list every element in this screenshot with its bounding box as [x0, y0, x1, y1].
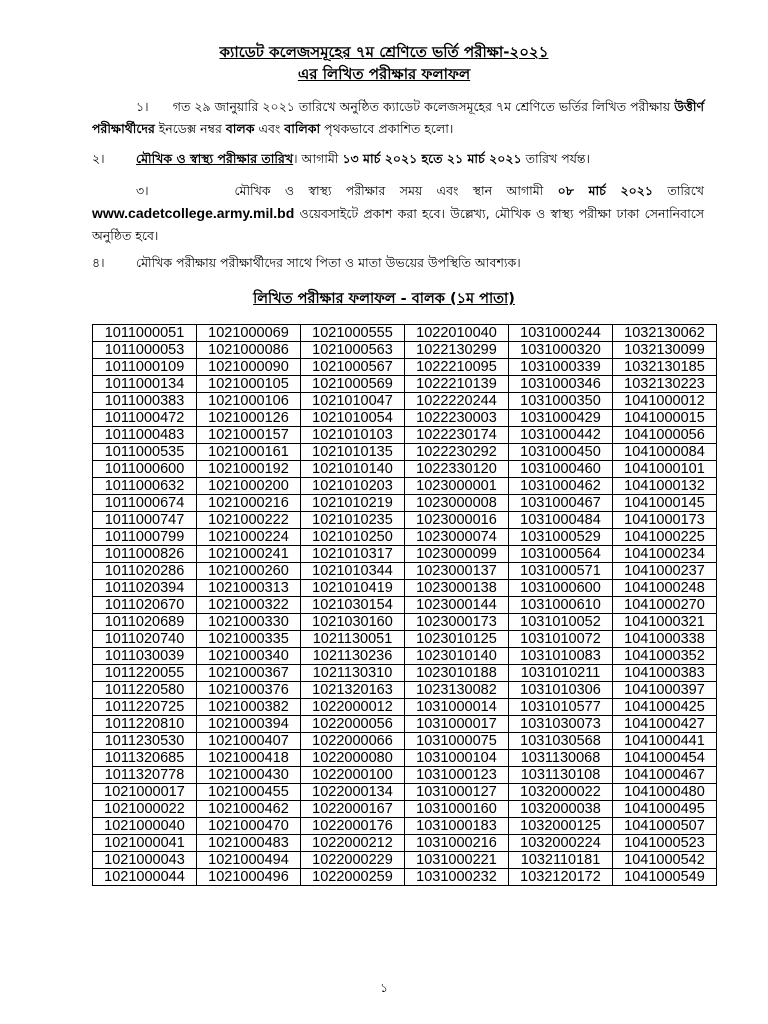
table-cell: 1021000222	[197, 512, 301, 529]
table-cell: 1022000259	[301, 869, 405, 886]
table-row	[93, 852, 717, 869]
table-cell: 1032130223	[613, 376, 717, 393]
table-cell: 1011000109	[93, 359, 197, 376]
table-cell: 1031000564	[509, 546, 613, 563]
table-cell: 1031000600	[509, 580, 613, 597]
table-cell: 1021000340	[197, 648, 301, 665]
table-cell: 1021000241	[197, 546, 301, 563]
table-cell: 1021000086	[197, 342, 301, 359]
table-cell: 1022000012	[301, 699, 405, 716]
table-cell: 1032130062	[613, 325, 717, 342]
table-cell: 1031000123	[405, 767, 509, 784]
table-cell: 1031000160	[405, 801, 509, 818]
table-row	[93, 410, 717, 427]
table-cell: 1021000376	[197, 682, 301, 699]
table-cell: 1021030160	[301, 614, 405, 631]
table-cell: 1031000244	[509, 325, 613, 342]
table-cell: 1031030073	[509, 716, 613, 733]
table-cell: 1021000106	[197, 393, 301, 410]
table-cell: 1032120172	[509, 869, 613, 886]
table-cell: 1021010140	[301, 461, 405, 478]
table-cell: 1011000472	[93, 410, 197, 427]
table-cell: 1021000407	[197, 733, 301, 750]
notice-emphasis: মৌখিক ও স্বাস্থ্য পরীক্ষার তারিখ	[136, 151, 294, 166]
table-row	[93, 750, 717, 767]
table-cell: 1023000074	[405, 529, 509, 546]
table-cell: 1031000484	[509, 512, 613, 529]
notice-text-part: গত ২৯ জানুয়ারি ২০২১ তারিখে অনুষ্ঠিত ক্যাডেট কলেজসমূহের ৭ম শ্রেণিতে ভর্তির লিখিত পরীক্ষায়	[172, 99, 675, 114]
table-cell: 1023010188	[405, 665, 509, 682]
table-cell: 1041000467	[613, 767, 717, 784]
table-cell: 1031000339	[509, 359, 613, 376]
notice-text-part: ওয়েবসাইটে প্রকাশ করা হবে। উল্লেখ্য, মৌখিক ও স্বাস্থ্য পরীক্ষা ঢাকা সেনানিবাসে অনুষ্ঠিত হবে।	[92, 206, 704, 243]
table-cell: 1021010235	[301, 512, 405, 529]
table-cell: 1021000192	[197, 461, 301, 478]
table-row	[93, 393, 717, 410]
table-cell: 1021000330	[197, 614, 301, 631]
table-cell: 1021000260	[197, 563, 301, 580]
table-cell: 1022010040	[405, 325, 509, 342]
table-cell: 1011320685	[93, 750, 197, 767]
table-cell: 1021000470	[197, 818, 301, 835]
table-cell: 1023000137	[405, 563, 509, 580]
table-cell: 1032110181	[509, 852, 613, 869]
table-cell: 1031000467	[509, 495, 613, 512]
table-cell: 1023010140	[405, 648, 509, 665]
table-cell: 1032000038	[509, 801, 613, 818]
notice-text-part: এবং	[254, 121, 285, 136]
results-table	[92, 324, 717, 886]
table-row	[93, 648, 717, 665]
table-cell: 1021000224	[197, 529, 301, 546]
table-cell: 1023000008	[405, 495, 509, 512]
table-cell: 1022000229	[301, 852, 405, 869]
table-cell: 1022000066	[301, 733, 405, 750]
table-row	[93, 563, 717, 580]
table-row	[93, 869, 717, 886]
table-cell: 1011000826	[93, 546, 197, 563]
table-cell: 1021010344	[301, 563, 405, 580]
table-cell: 1031000221	[405, 852, 509, 869]
table-cell: 1022210095	[405, 359, 509, 376]
table-cell: 1022230003	[405, 410, 509, 427]
notice-text: মৌখিক পরীক্ষায় পরীক্ষার্থীদের সাথে পিতা ও মাতা উভয়ের উপস্থিতি আবশ্যক।	[136, 255, 521, 270]
notice-text	[136, 148, 704, 170]
table-cell: 1011220810	[93, 716, 197, 733]
table-cell: 1021000394	[197, 716, 301, 733]
table-row	[93, 801, 717, 818]
table-cell: 1011000134	[93, 376, 197, 393]
table-cell: 1031030568	[509, 733, 613, 750]
table-cell: 1011000483	[93, 427, 197, 444]
table-cell: 1041000012	[613, 393, 717, 410]
table-cell: 1022130299	[405, 342, 509, 359]
table-cell: 1021000105	[197, 376, 301, 393]
notice-number: ৪।	[92, 255, 105, 270]
table-cell: 1041000549	[613, 869, 717, 886]
table-cell: 1021000069	[197, 325, 301, 342]
table-cell: 1011220725	[93, 699, 197, 716]
table-cell: 1021130310	[301, 665, 405, 682]
table-cell: 1031000104	[405, 750, 509, 767]
table-row	[93, 682, 717, 699]
table-cell: 1031000183	[405, 818, 509, 835]
table-row	[93, 444, 717, 461]
notice-emphasis: বালিকা	[284, 121, 321, 136]
results-section-title: লিখিত পরীক্ষার ফলাফল - বালক (১ম পাতা)	[253, 291, 515, 307]
table-cell: 1041000523	[613, 835, 717, 852]
table-cell: 1011320778	[93, 767, 197, 784]
table-cell: 1021000313	[197, 580, 301, 597]
notice-emphasis: ১৩ মার্চ ২০২১ হতে ২১ মার্চ ২০২১	[342, 151, 522, 166]
table-cell: 1041000225	[613, 529, 717, 546]
page-subtitle: এর লিখিত পরীক্ষার ফলাফল	[297, 65, 471, 83]
table-cell: 1021320163	[301, 682, 405, 699]
table-cell: 1021000335	[197, 631, 301, 648]
table-row	[93, 546, 717, 563]
table-cell: 1021000418	[197, 750, 301, 767]
notice-text-part: তারিখ পর্যন্ত।	[521, 151, 590, 166]
table-cell: 1031130108	[509, 767, 613, 784]
table-cell: 1021000040	[93, 818, 197, 835]
table-cell: 1023000173	[405, 614, 509, 631]
notice-number: ১।	[136, 99, 149, 114]
table-cell: 1022000080	[301, 750, 405, 767]
table-row	[93, 767, 717, 784]
table-row	[93, 529, 717, 546]
table-cell: 1021010054	[301, 410, 405, 427]
table-cell: 1031010306	[509, 682, 613, 699]
table-row	[93, 818, 717, 835]
table-cell: 1011000051	[93, 325, 197, 342]
table-cell: 1031000320	[509, 342, 613, 359]
table-cell: 1041000542	[613, 852, 717, 869]
table-row	[93, 376, 717, 393]
table-cell: 1021000216	[197, 495, 301, 512]
table-cell: 1031000017	[405, 716, 509, 733]
table-cell: 1031130068	[509, 750, 613, 767]
table-cell: 1021130236	[301, 648, 405, 665]
table-cell: 1021000126	[197, 410, 301, 427]
table-cell: 1021000200	[197, 478, 301, 495]
table-row	[93, 325, 717, 342]
table-cell: 1021000090	[197, 359, 301, 376]
table-cell: 1041000425	[613, 699, 717, 716]
table-cell: 1041000507	[613, 818, 717, 835]
table-cell: 1041000495	[613, 801, 717, 818]
table-cell: 1041000132	[613, 478, 717, 495]
table-cell: 1041000248	[613, 580, 717, 597]
table-cell: 1021000496	[197, 869, 301, 886]
table-row	[93, 614, 717, 631]
table-cell: 1041000454	[613, 750, 717, 767]
table-cell: 1031010072	[509, 631, 613, 648]
table-cell: 1011000799	[93, 529, 197, 546]
table-cell: 1011000747	[93, 512, 197, 529]
table-cell: 1031010577	[509, 699, 613, 716]
table-cell: 1021000430	[197, 767, 301, 784]
table-cell: 1041000352	[613, 648, 717, 665]
table-cell: 1041000237	[613, 563, 717, 580]
notice-emphasis: উত্তীর্ণ পরীক্ষার্থীদের	[92, 99, 704, 136]
table-cell: 1011030039	[93, 648, 197, 665]
notice-number: ২।	[92, 151, 105, 166]
table-cell: 1022230292	[405, 444, 509, 461]
page-title: ক্যাডেট কলেজসমূহের ৭ম শ্রেণিতে ভর্তি পরীক্ষা-২০২১	[219, 43, 549, 61]
table-cell: 1031000127	[405, 784, 509, 801]
table-cell: 1022220244	[405, 393, 509, 410]
table-cell: 1031000429	[509, 410, 613, 427]
table-row	[93, 359, 717, 376]
table-cell: 1023130082	[405, 682, 509, 699]
table-cell: 1032000022	[509, 784, 613, 801]
table-row	[93, 478, 717, 495]
table-cell: 1041000441	[613, 733, 717, 750]
table-cell: 1021000483	[197, 835, 301, 852]
table-cell: 1031000460	[509, 461, 613, 478]
table-cell: 1031000232	[405, 869, 509, 886]
table-cell: 1041000015	[613, 410, 717, 427]
table-cell: 1031000216	[405, 835, 509, 852]
table-cell: 1031010211	[509, 665, 613, 682]
table-cell: 1041000383	[613, 665, 717, 682]
table-cell: 1022000167	[301, 801, 405, 818]
table-cell: 1021000563	[301, 342, 405, 359]
notice-text	[92, 180, 704, 247]
page-number: ১	[380, 981, 388, 995]
table-row	[93, 716, 717, 733]
table-cell: 1021000044	[93, 869, 197, 886]
table-cell: 1031000529	[509, 529, 613, 546]
table-cell: 1021000043	[93, 852, 197, 869]
table-cell: 1041000427	[613, 716, 717, 733]
table-cell: 1011020740	[93, 631, 197, 648]
table-cell: 1021010419	[301, 580, 405, 597]
notice-text-part: পৃথকভাবে প্রকাশিত হলো।	[320, 121, 454, 136]
table-row	[93, 835, 717, 852]
table-cell: 1041000145	[613, 495, 717, 512]
table-cell: 1032130099	[613, 342, 717, 359]
table-cell: 1011000383	[93, 393, 197, 410]
table-cell: 1032130185	[613, 359, 717, 376]
table-cell: 1032000224	[509, 835, 613, 852]
table-cell: 1031000462	[509, 478, 613, 495]
table-row	[93, 495, 717, 512]
table-cell: 1041000101	[613, 461, 717, 478]
table-row	[93, 461, 717, 478]
table-row	[93, 342, 717, 359]
table-cell: 1011000600	[93, 461, 197, 478]
table-cell: 1041000397	[613, 682, 717, 699]
table-cell: 1011020286	[93, 563, 197, 580]
table-cell: 1022000100	[301, 767, 405, 784]
table-cell: 1041000173	[613, 512, 717, 529]
table-cell: 1021030154	[301, 597, 405, 614]
notice-emphasis: বালক	[225, 121, 255, 136]
table-cell: 1011230530	[93, 733, 197, 750]
table-row	[93, 665, 717, 682]
table-cell: 1031000442	[509, 427, 613, 444]
table-cell: 1021000462	[197, 801, 301, 818]
table-cell: 1021000322	[197, 597, 301, 614]
table-cell: 1041000056	[613, 427, 717, 444]
table-cell: 1021010250	[301, 529, 405, 546]
notice-emphasis: ০৮ মার্চ ২০২১	[557, 183, 654, 198]
table-row	[93, 427, 717, 444]
table-cell: 1031000346	[509, 376, 613, 393]
notice-text-part: তারিখে	[653, 183, 705, 198]
table-cell: 1022000134	[301, 784, 405, 801]
table-cell: 1021000041	[93, 835, 197, 852]
table-row	[93, 784, 717, 801]
table-cell: 1041000321	[613, 614, 717, 631]
table-cell: 1021000161	[197, 444, 301, 461]
table-cell: 1023000016	[405, 512, 509, 529]
table-cell: 1021000567	[301, 359, 405, 376]
table-row	[93, 597, 717, 614]
table-cell: 1021000494	[197, 852, 301, 869]
table-cell: 1031010052	[509, 614, 613, 631]
table-cell: 1032000125	[509, 818, 613, 835]
table-cell: 1031000075	[405, 733, 509, 750]
table-cell: 1031000450	[509, 444, 613, 461]
table-cell: 1031010083	[509, 648, 613, 665]
table-row	[93, 733, 717, 750]
table-row	[93, 631, 717, 648]
notice-text-part: মৌখিক ও স্বাস্থ্য পরীক্ষার সময় এবং স্থান আগামী	[234, 183, 558, 198]
table-cell: 1021000367	[197, 665, 301, 682]
table-cell: 1011000674	[93, 495, 197, 512]
table-row	[93, 699, 717, 716]
table-cell: 1022000056	[301, 716, 405, 733]
table-cell: 1021010047	[301, 393, 405, 410]
table-cell: 1021000382	[197, 699, 301, 716]
website-link[interactable]: www.cadetcollege.army.mil.bd	[92, 205, 295, 221]
notice-text-part: । আগামী	[293, 151, 343, 166]
table-cell: 1011220580	[93, 682, 197, 699]
table-cell: 1022000176	[301, 818, 405, 835]
table-cell: 1031000350	[509, 393, 613, 410]
table-cell: 1011020689	[93, 614, 197, 631]
table-cell: 1011220055	[93, 665, 197, 682]
table-cell: 1041000084	[613, 444, 717, 461]
table-cell: 1011000053	[93, 342, 197, 359]
table-cell: 1021130051	[301, 631, 405, 648]
table-cell: 1022210139	[405, 376, 509, 393]
table-cell: 1023000099	[405, 546, 509, 563]
table-cell: 1021010203	[301, 478, 405, 495]
table-cell: 1023000144	[405, 597, 509, 614]
notice-text-part: ইনডেক্স নম্বর	[154, 121, 226, 136]
table-cell: 1023000001	[405, 478, 509, 495]
table-row	[93, 512, 717, 529]
table-cell: 1022330120	[405, 461, 509, 478]
table-cell: 1011000535	[93, 444, 197, 461]
table-cell: 1041000480	[613, 784, 717, 801]
table-cell: 1021000017	[93, 784, 197, 801]
table-cell: 1031000571	[509, 563, 613, 580]
table-cell: 1011020670	[93, 597, 197, 614]
table-cell: 1021000569	[301, 376, 405, 393]
table-cell: 1021010135	[301, 444, 405, 461]
table-cell: 1041000338	[613, 631, 717, 648]
table-cell: 1031000014	[405, 699, 509, 716]
table-cell: 1022000212	[301, 835, 405, 852]
table-cell: 1031000610	[509, 597, 613, 614]
table-cell: 1041000234	[613, 546, 717, 563]
table-cell: 1022230174	[405, 427, 509, 444]
table-cell: 1021000022	[93, 801, 197, 818]
table-cell: 1041000270	[613, 597, 717, 614]
table-cell: 1021010219	[301, 495, 405, 512]
table-cell: 1011000632	[93, 478, 197, 495]
table-cell: 1021010317	[301, 546, 405, 563]
notice-number: ৩।	[136, 183, 149, 198]
table-cell: 1021000555	[301, 325, 405, 342]
notice-text	[92, 96, 704, 140]
table-cell: 1023010125	[405, 631, 509, 648]
table-cell: 1021010103	[301, 427, 405, 444]
table-cell: 1021000157	[197, 427, 301, 444]
table-cell: 1023000138	[405, 580, 509, 597]
table-row	[93, 580, 717, 597]
table-cell: 1021000455	[197, 784, 301, 801]
table-cell: 1011020394	[93, 580, 197, 597]
